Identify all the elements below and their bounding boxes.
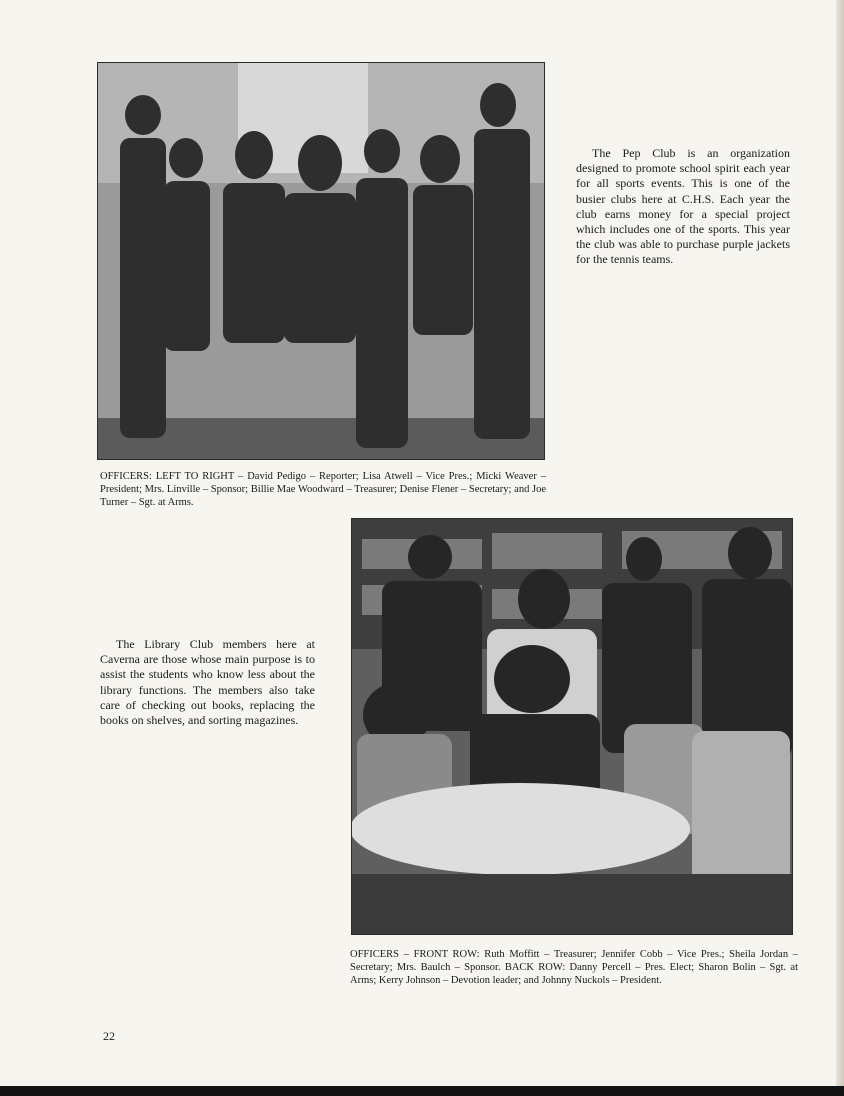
library-club-description: The Library Club members here at Caverna are those whose main purpose is to assist the students who know less about the library functions. The members also take care of checking out books, replacing the books on shelves, and sorting magazines.: [100, 637, 315, 728]
pep-club-description: The Pep Club is an organization designed to promote school spirit each year for all sports events. This is one of the busier clubs here at C.H.S. Each year the club earns money for a special project which includes one of the sports. This year the club was able to purchase purple jackets for the tennis teams.: [576, 146, 790, 267]
page-edge-right: [836, 0, 844, 1096]
pep-club-photo: [97, 62, 545, 460]
library-club-caption: OFFICERS – FRONT ROW: Ruth Moffitt – Treasurer; Jennifer Cobb – Vice Pres.; Sheila Jordan – Secretary; Mrs. Baulch – Sponsor. BACK ROW: Danny Percell – Pres. Elect; Sharon Bolin – Sgt. at Arms; Kerry Johnson – Devotion leader; and Johnny Nuckols – President.: [350, 949, 798, 986]
pep-club-caption: OFFICERS: LEFT TO RIGHT – David Pedigo – Reporter; Lisa Atwell – Vice Pres.; Micki Weaver – President; Mrs. Linville – Sponsor; Billie Mae Woodward – Treasurer; Denise Flener – Secretary; and Joe Turner – Sgt. at Arms.: [100, 471, 546, 508]
library-club-photo: [351, 518, 793, 935]
page-edge-bottom: [0, 1086, 844, 1096]
page-number: 22: [103, 1029, 115, 1043]
